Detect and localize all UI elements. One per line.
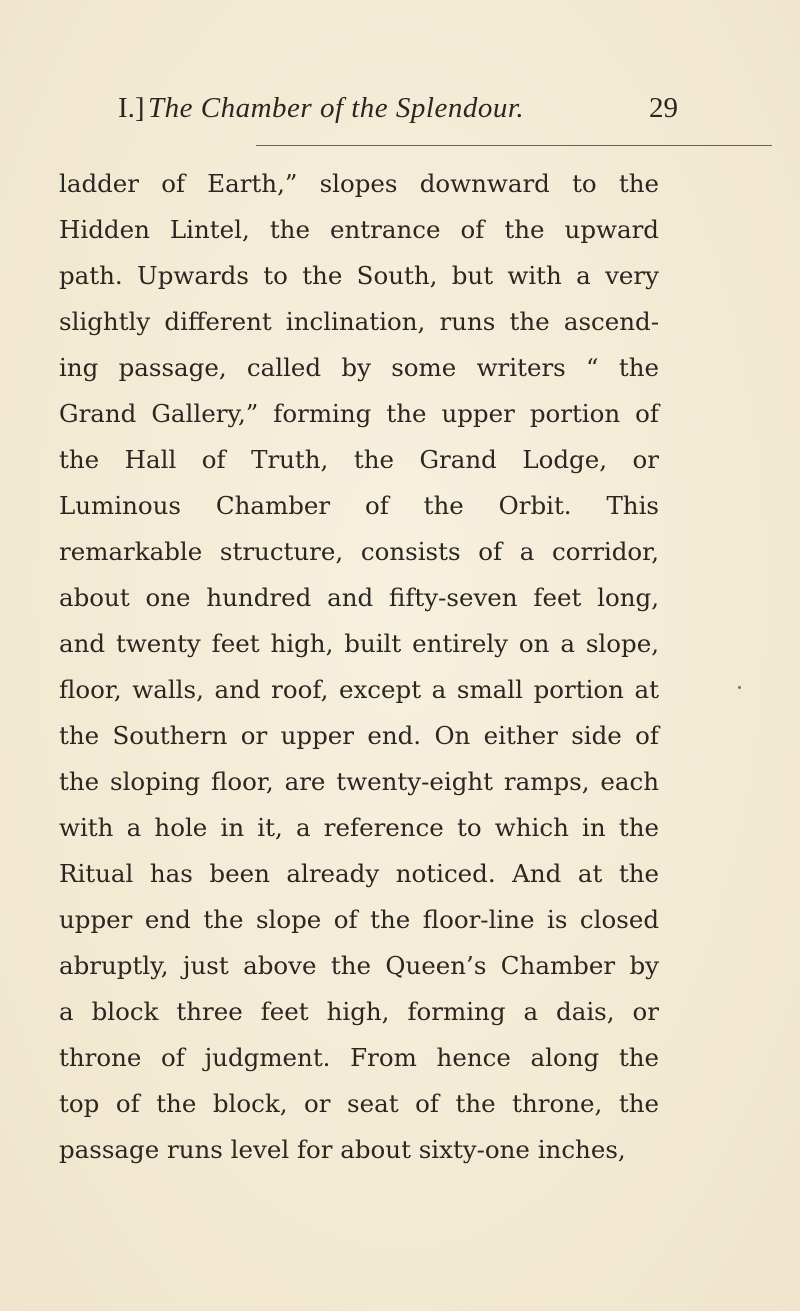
header-rule bbox=[256, 145, 772, 146]
running-header bbox=[118, 92, 678, 136]
text-line: the Hall of Truth, the Grand Lodge, or bbox=[59, 445, 659, 474]
text-line: abruptly, just above the Queen’s Chamber by bbox=[59, 951, 659, 980]
text-line: with a hole in it, a reference to which in the bbox=[59, 813, 659, 842]
text-line: passage runs level for about sixty-one inches, bbox=[59, 1135, 626, 1164]
text-line: remarkable structure, consists of a corridor, bbox=[59, 537, 659, 566]
text-line: about one hundred and fifty-seven feet long, bbox=[59, 583, 659, 612]
text-line: top of the block, or seat of the throne, the bbox=[59, 1089, 659, 1118]
text-line: slightly different inclination, runs the ascend- bbox=[59, 307, 659, 336]
text-line: floor, walls, and roof, except a small portion at bbox=[59, 675, 659, 704]
paper-speck bbox=[738, 686, 741, 689]
text-line: Grand Gallery,” forming the upper portion of bbox=[59, 399, 659, 428]
text-line: upper end the slope of the floor-line is closed bbox=[59, 905, 659, 934]
text-line: the Southern or upper end. On either side of bbox=[59, 721, 659, 750]
text-line: path. Upwards to the South, but with a very bbox=[59, 261, 659, 290]
page-number: 29 bbox=[649, 92, 678, 124]
text-line: ing passage, called by some writers “ the bbox=[59, 353, 659, 382]
text-line: throne of judgment. From hence along the bbox=[59, 1043, 659, 1072]
text-line: Ritual has been already noticed. And at the bbox=[59, 859, 659, 888]
text-line: Hidden Lintel, the entrance of the upward bbox=[59, 215, 659, 244]
body-paragraph bbox=[59, 161, 659, 1173]
running-title: The Chamber of the Splendour. bbox=[148, 92, 525, 124]
text-line: ladder of Earth,” slopes downward to the bbox=[59, 169, 659, 198]
chapter-number: I.] bbox=[118, 92, 145, 124]
text-line: and twenty feet high, built entirely on a slope, bbox=[59, 629, 659, 658]
text-line: a block three feet high, forming a dais, or bbox=[59, 997, 659, 1026]
text-line: the sloping floor, are twenty-eight ramps, each bbox=[59, 767, 659, 796]
text-line: Luminous Chamber of the Orbit. This bbox=[59, 491, 659, 520]
